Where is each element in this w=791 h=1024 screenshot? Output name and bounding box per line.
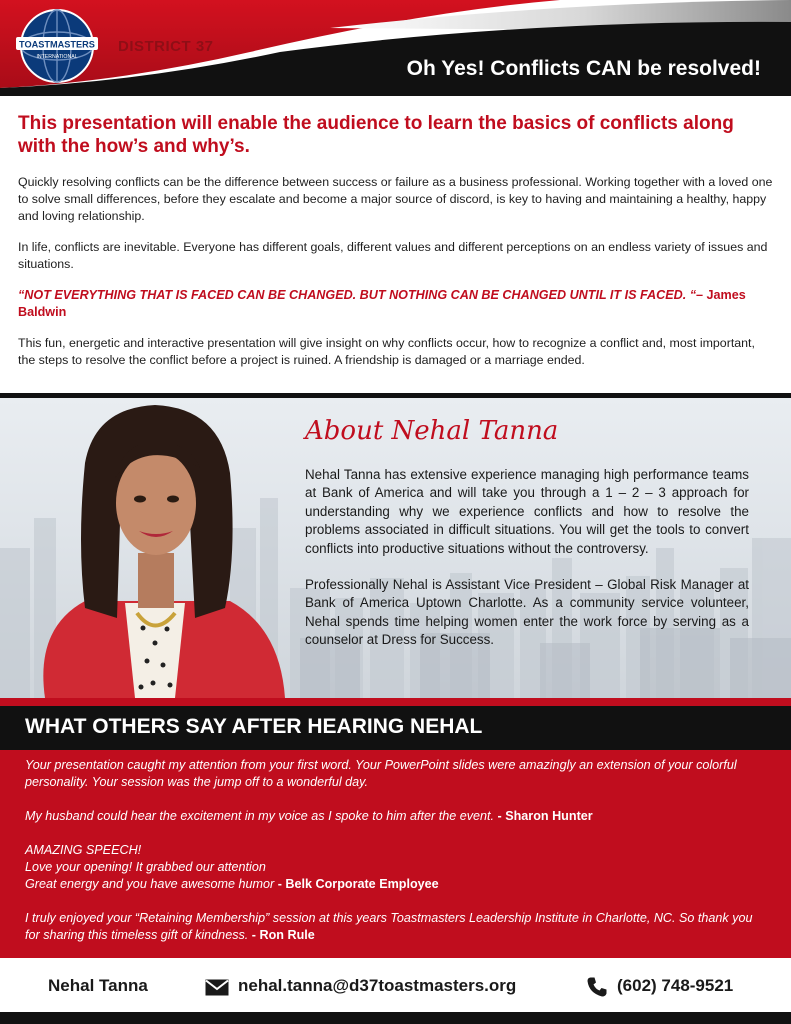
svg-text:TOASTMASTERS: TOASTMASTERS	[19, 39, 95, 50]
testimonials-section	[0, 750, 791, 958]
testimonials-title: WHAT OTHERS SAY AFTER HEARING NEHAL	[25, 715, 483, 738]
testimonial-2-author: - Sharon Hunter	[497, 809, 593, 823]
phone-icon	[586, 976, 608, 998]
contact-phone[interactable]: (602) 748-9521	[617, 976, 734, 995]
intro-headline: This presentation will enable the audience to learn the basics of conflicts along with the how’s and why’s.	[18, 113, 734, 157]
header-title: Oh Yes! Conflicts CAN be resolved!	[406, 57, 761, 80]
contact-email-link[interactable]: nehal.tanna@d37toastmasters.org	[238, 976, 517, 995]
testimonials-header	[0, 706, 791, 750]
testimonial-3-author: - Belk Corporate Employee	[277, 877, 439, 891]
testimonial-1: Your presentation caught my attention from your first word. Your PowerPoint slides were amazingly an extension of your colorful personality. Your session was the jump off to a wonderful day.	[25, 758, 737, 789]
testimonial-3-line-1: AMAZING SPEECH!	[25, 843, 142, 857]
red-divider	[0, 698, 791, 706]
speaker-photo	[25, 403, 290, 698]
testimonial-4-text: I truly enjoyed your “Retaining Membership” session at this years Toastmasters Leadership Institute in Charlotte, NC. So thank you for sharing this timeless gift of kindness.	[25, 911, 753, 942]
about-text	[305, 466, 749, 650]
intro-paragraph-2: In life, conflicts are inevitable. Everyone has different goals, different values and different perceptions on an endless variety of issues and situations.	[18, 240, 768, 271]
contact-name: Nehal Tanna	[48, 976, 148, 995]
testimonial-4-author: - Ron Rule	[251, 928, 315, 942]
page-header	[0, 0, 791, 96]
testimonial-4	[25, 910, 766, 944]
envelope-icon	[205, 979, 229, 996]
footer-bar	[0, 1012, 791, 1024]
testimonial-2	[25, 808, 766, 825]
intro-paragraph-1: Quickly resolving conflicts can be the difference between success or failure as a business professional. Working together with a loved one to solve small differences, before they escalate and become a major source of discord, is key to having and maintaining a healthy, happy and loving relationship.	[18, 175, 773, 223]
testimonial-2-text: My husband could hear the excitement in my voice as I spoke to him after the event.	[25, 809, 495, 823]
contact-footer	[0, 958, 791, 1012]
intro-section	[18, 112, 774, 369]
district-label: DISTRICT 37	[118, 38, 214, 55]
intro-paragraph-3: This fun, energetic and interactive presentation will give insight on why conflicts occur, how to recognize a conflict and, most important, the steps to resolve the conflict before a project is ruined. A friendship is damaged or a marriage ended.	[18, 336, 755, 367]
quote-author: – James Baldwin	[18, 288, 746, 319]
about-title: About Nehal Tanna	[305, 416, 559, 446]
toastmasters-logo	[14, 7, 100, 85]
testimonial-3	[25, 842, 766, 893]
about-section	[0, 398, 791, 698]
quote-text: “NOT EVERYTHING THAT IS FACED CAN BE CHANGED. BUT NOTHING CAN BE CHANGED UNTIL IT IS FACED. “	[18, 288, 696, 302]
testimonial-3-line-2: Love your opening! It grabbed our attention	[25, 860, 266, 874]
svg-text:INTERNATIONAL: INTERNATIONAL	[36, 54, 78, 60]
baldwin-quote	[18, 287, 774, 321]
about-paragraph-1: Nehal Tanna has extensive experience managing high performance teams at Bank of America and will take you through a 1 – 2 – 3 approach for understanding why we experience conflicts and how to resolve the problems associated in difficult situations. You will get the tools to convert conflicts into productive situations without the controversy.	[305, 467, 749, 556]
about-paragraph-2: Professionally Nehal is Assistant Vice President – Global Risk Manager at Bank of America Uptown Charlotte. As a community service volunteer, Nehal spends time helping women enter the work force by serving as a counselor at Dress for Success.	[305, 577, 749, 648]
testimonial-3-line-3: Great energy and you have awesome humor	[25, 877, 275, 891]
